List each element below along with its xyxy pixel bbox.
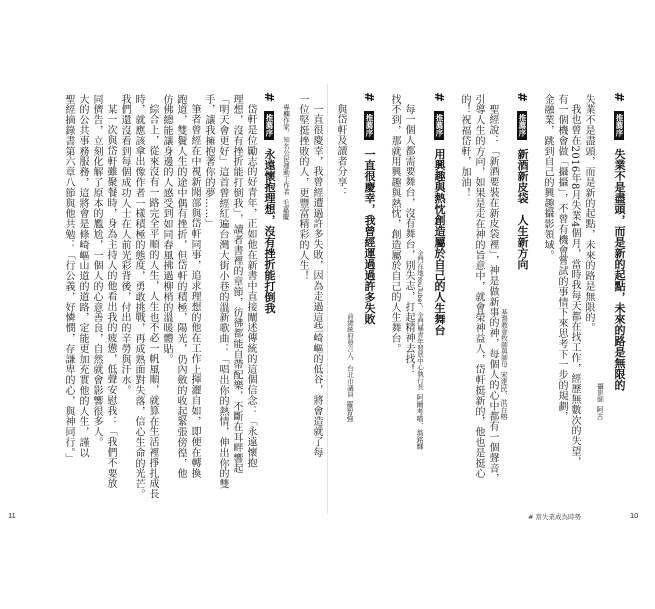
paragraph: 聖經說：「新酒要裝在新皮袋裡」，神是做新事的神，每個人的心中都有一個聲音， (487, 104, 498, 484)
paragraph: 理想，沒有挫折能打倒我」，讀者書裡的章節，彷彿都能自帶配樂，不斷在耳畔響起 (231, 94, 242, 474)
section-author-4: 前總統府發言人、台北市議員羅智強 (346, 312, 354, 422)
paragraph: 手，讓我擁抱著你的夢……」 (203, 94, 214, 230)
paragraph: 失業不是盡頭，而是新的起點，未來的路是無限的。 (583, 94, 594, 334)
section-tag-5: 推薦序 (264, 111, 274, 140)
running-head: # 當失業成為時勢 (528, 513, 582, 521)
paragraph: 筆者曾經在中視新聞部與岱軒同事，追求理想的他在工作上揮灑自如，即便在轉換 (189, 104, 200, 479)
paragraph: 一直很慶幸，我曾經遭過許多失敗，因為走過這些崎嶇的低谷，將會造就了每 (311, 104, 322, 458)
section-author-2: 基督教會牧師與師母宋達民、洪百榕 (500, 308, 508, 420)
section-tag-1: 推薦序 (614, 111, 624, 140)
section-author-3: 金門在地YouTuber、金門縣青年發展中心執行長阿爾考喵、翁銘輝 (416, 250, 424, 450)
paragraph: 仿佛總能讓身邊的人感受到如同春風拂過柳梢的溫暖體貼。 (161, 94, 172, 365)
paragraph: 找不到，那就用興趣與熱忱，創造屬於自己的人生舞台。 (389, 94, 400, 354)
paragraph: 大的公共事務服務，這將會是條崎嶇山道的道路，定能更加充實他的人生，謹以 (77, 94, 88, 458)
paragraph: 金融業，跳到自己的興趣攝影領域。 (542, 94, 553, 261)
paragraph: 跑道，雙鬢人生的途中偶有挫折，但岱軒的積極，陽光，仍內斂的收起緊張傍徨，他 (175, 94, 186, 479)
paragraph: 時，就應該拿出像作者一樣積極的態度，勇敢挑戰，再成熟面對失落，信心生命的光芒。 (133, 94, 144, 500)
section-title-1: #推薦序失業不是盡頭，而是新的起點，未來的路是無限的 (612, 92, 626, 391)
paragraph: 「明天會更好」這首曾經紅遍台灣大街小巷的溫新歌曲：「唱出你的熱情，伸出你的雙 (217, 94, 228, 490)
paragraph: 岱軒是位勵志的好青年，正如他在新書中直接闡述傳統的這個信念：「永遠懷抱 (245, 104, 256, 468)
paragraph: 一位堅挺挫敗的人，更豐富精彩的人生！ (297, 94, 308, 282)
paragraph: 的！祝福岱軒，加油！ (459, 94, 470, 198)
paragraph: 有一個機會做「攝攝」，不曾有機會嘗試的事情下來思考下一步的規劃， (556, 94, 567, 422)
section-tag-2: 推薦序 (517, 111, 527, 140)
page-fold (327, 84, 328, 514)
section-title-4: #推薦序一直很慶幸，我曾經運過過許多失敗 (362, 92, 376, 325)
paragraph: 同儕告，立刻化解了原本的尷尬，一個人的心意善良，自然就會影響很多人。 (91, 94, 102, 448)
section-title-3: #推薦序用興趣與熱忱創造屬於自己的人生舞台 (432, 92, 446, 336)
paragraph: 每一個人都需要舞台，沒有舞台，別失志，打起精神去找！ (403, 104, 414, 375)
paragraph: 綜合上，從來沒有一路完全平順的人生，人生也不必一帆風順，就算在生活裡掙扎成長 (147, 104, 158, 500)
paragraph: 與岱軒及讀者分享： (335, 104, 346, 198)
page-number-right: 10 (630, 511, 639, 520)
paragraph: 我們還沒看到每個成功人士在人前光彩背後，付出的辛勞與汗水。 (119, 94, 130, 396)
section-title-2: #推薦序新酒新皮袋 人生新方向 (515, 92, 529, 270)
paragraph: 聖經摘錄書第六章八節與他共勉：「行公義，好憐憫，存謙卑的心，與神同行。」 (63, 94, 74, 464)
paragraph: 某一次與岱軒雖聚餐時，身為主持人的他看出我的疲憊，低聲安慰我：「我們不要放 (105, 104, 116, 489)
section-author-5: 專欄作家、知名公民運動工作者毛嘉慶 (282, 104, 290, 220)
paragraph: 我也曾在2016年8月失業4個月，當時我每天都在找工作，經歷無數次的失望， (569, 104, 580, 467)
section-title-5: #推薦序永遠懷抱理想，沒有挫折能打倒我 (262, 92, 276, 314)
section-tag-3: 推薦序 (434, 111, 444, 140)
section-author-1: 攝影師阿古 (596, 382, 604, 420)
section-tag-4: 推薦序 (364, 111, 374, 140)
paragraph: 引導人生的方向，如果是走在神的旨意中，就會榮神益人，岱軒挺新的，他也是挺心 (473, 94, 484, 479)
page-number-left: 11 (8, 511, 16, 520)
